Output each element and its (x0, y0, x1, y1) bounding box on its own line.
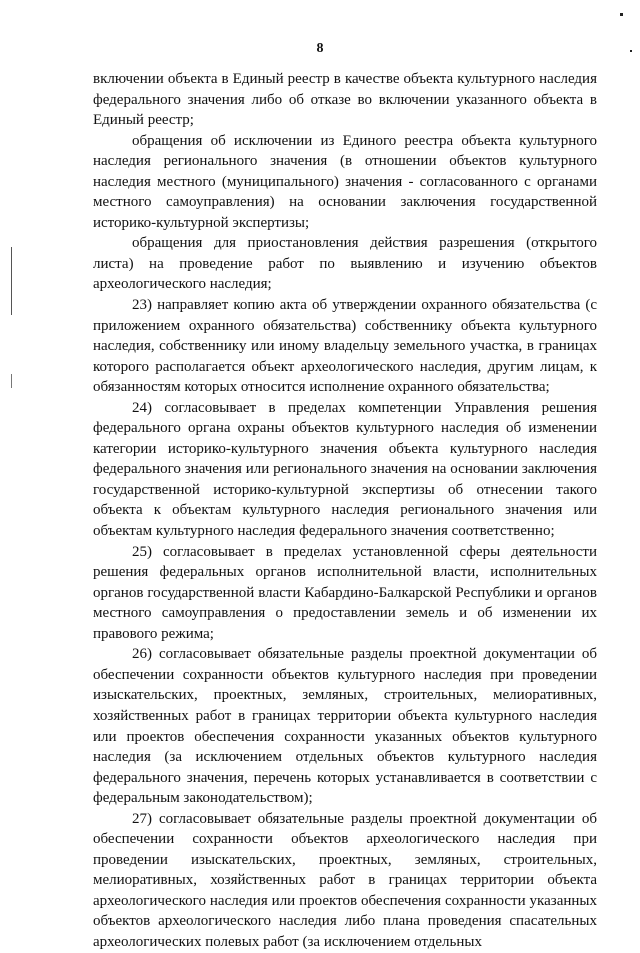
paragraph-permit-suspension: обращения для приостановления действия разрешения (открытого листа) на проведение работ по выявлению и изучению объектов археологического наследия; (93, 235, 597, 293)
scan-speck (620, 13, 623, 16)
paragraph-item-23: 23) направляет копию акта об утверждении охранного обязательства (с приложением охранного обязательства) собственнику объекта культурного наследия, собственнику или иному владельцу земельного участка, в границах которого располагается объект археологического наследия, другим лицам, к обязанностям которых относится исполнение охранного обязательства; (93, 297, 597, 396)
paragraph-continuation: включении объекта в Единый реестр в качестве объекта культурного наследия федерального значения либо об отказе во включении указанного объекта в Единый реестр; (93, 71, 597, 129)
paragraph-item-25: 25) согласовывает в пределах установленной сферы деятельности решения федеральных органов исполнительной власти, исполнительных органов государственной власти Кабардино-Балкарской Республики и органов местного самоуправления о предоставлении земель и об изменении их правового режима; (93, 543, 597, 642)
scan-edge-line (11, 374, 12, 388)
paragraph-item-26: 26) согласовывает обязательные разделы проектной документации об обеспечении сохранности объектов культурного наследия при проведении изыскательских, проектных, земляных, строительных, мелиоративных, хозяйственных работ в границах территории объекта культурного наследия или проектов обеспечения сохранности указанных объектов культурного наследия (за исключением отдельных объектов культурного наследия федерального значения, перечень которых устанавливается в соответствии с федеральным законодательством); (93, 646, 597, 807)
scan-edge-line (11, 247, 12, 315)
document-body (93, 69, 597, 953)
page-number: 8 (316, 41, 324, 56)
paragraph-exclusion-request: обращения об исключении из Единого реестра объекта культурного наследия регионального значения (в отношении объектов культурного наследия местного (муниципального) значения - согласованного с органами местного самоуправления) на основании заключения государственной историко-культурной экспертизы; (93, 132, 597, 231)
paragraph-item-24: 24) согласовывает в пределах компетенции Управления решения федерального органа охраны объектов культурного наследия об изменении категории историко-культурного значения объекта культурного наследия федерального значения или регионального значения на основании заключения государственной историко-культурной экспертизы об отнесении такого объекта к объектам культурного наследия регионального значения или объектам культурного наследия федерального значения соответственно; (93, 399, 597, 540)
paragraph-item-27: 27) согласовывает обязательные разделы проектной документации об обеспечении сохранности объектов археологического наследия при проведении изыскательских, проектных, земляных, строительных, мелиоративных, хозяйственных работ в границах территории объекта археологического наследия или проектов обеспечения сохранности указанных объектов археологического наследия либо плана проведения спасательных археологических полевых работ (за исключением отдельных (93, 810, 597, 950)
